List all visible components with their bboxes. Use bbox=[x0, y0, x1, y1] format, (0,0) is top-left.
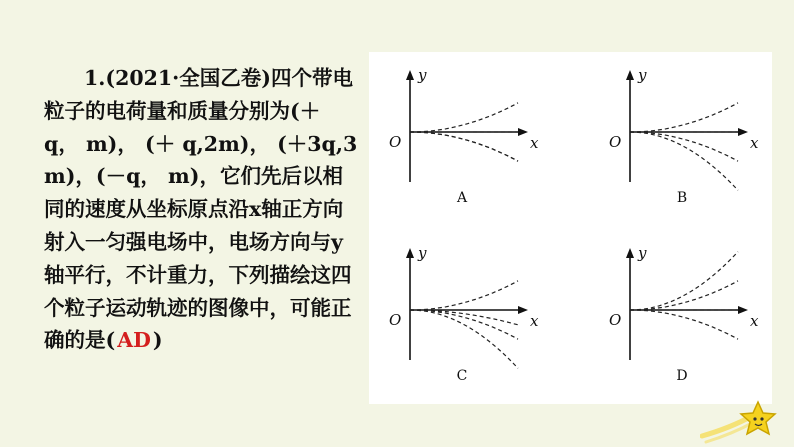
x-axis-arrow-icon bbox=[518, 306, 528, 314]
graph-caption: C bbox=[456, 368, 468, 384]
trajectory-curve bbox=[410, 132, 518, 161]
y-axis-label: y bbox=[638, 66, 647, 84]
graphs-figure bbox=[369, 52, 772, 404]
origin-label: O bbox=[609, 133, 622, 151]
y-axis-label: y bbox=[418, 244, 427, 262]
star-icon bbox=[700, 398, 780, 446]
y-axis-arrow-icon bbox=[406, 70, 414, 80]
x-axis-arrow-icon bbox=[738, 128, 748, 136]
trajectory-curve bbox=[630, 103, 738, 132]
trajectory-curve bbox=[410, 132, 518, 161]
x-axis-label: x bbox=[750, 134, 759, 152]
x-axis-arrow-icon bbox=[518, 128, 528, 136]
origin-label: O bbox=[609, 311, 622, 329]
figure-panel bbox=[369, 52, 772, 404]
question-source: 1.(2021·全国乙卷) bbox=[84, 66, 271, 90]
trajectory-curve bbox=[630, 310, 738, 339]
graph-B bbox=[609, 66, 759, 206]
origin-label: O bbox=[389, 311, 402, 329]
graph-C bbox=[389, 244, 539, 384]
graph-caption: D bbox=[676, 368, 688, 384]
trajectory-curve bbox=[410, 281, 518, 310]
question-text-block bbox=[44, 62, 362, 357]
question-close-paren: ) bbox=[152, 328, 163, 353]
graph-A bbox=[389, 66, 539, 206]
y-axis-arrow-icon bbox=[406, 248, 414, 258]
x-axis-label: x bbox=[530, 312, 539, 330]
graph-D bbox=[609, 244, 759, 384]
trajectory-curve bbox=[410, 310, 518, 325]
x-axis-label: x bbox=[530, 134, 539, 152]
graph-caption: A bbox=[456, 190, 468, 206]
graph-caption: B bbox=[676, 190, 688, 206]
trajectory-curve bbox=[410, 310, 518, 368]
x-axis-arrow-icon bbox=[738, 306, 748, 314]
question-body: 四个带电粒子的电荷量和质量分别为(＋ q， m)， (＋ q,2m)， (＋3q,3m)，(－q， m)，它们先后以相同的速度从坐标原点沿x轴正方向射入一匀强电场中，电场方向与y轴平行，不计重力，下列描绘这四个粒子运动轨迹的图像中，可能正确的是( bbox=[44, 66, 358, 353]
y-axis-label: y bbox=[418, 66, 427, 84]
y-axis-arrow-icon bbox=[626, 70, 634, 80]
y-axis-arrow-icon bbox=[626, 248, 634, 258]
answer-text: AD bbox=[117, 328, 151, 353]
trajectory-curve bbox=[630, 132, 738, 190]
y-axis-label: y bbox=[638, 244, 647, 262]
trajectory-curve bbox=[410, 103, 518, 132]
origin-label: O bbox=[389, 133, 402, 151]
x-axis-label: x bbox=[750, 312, 759, 330]
